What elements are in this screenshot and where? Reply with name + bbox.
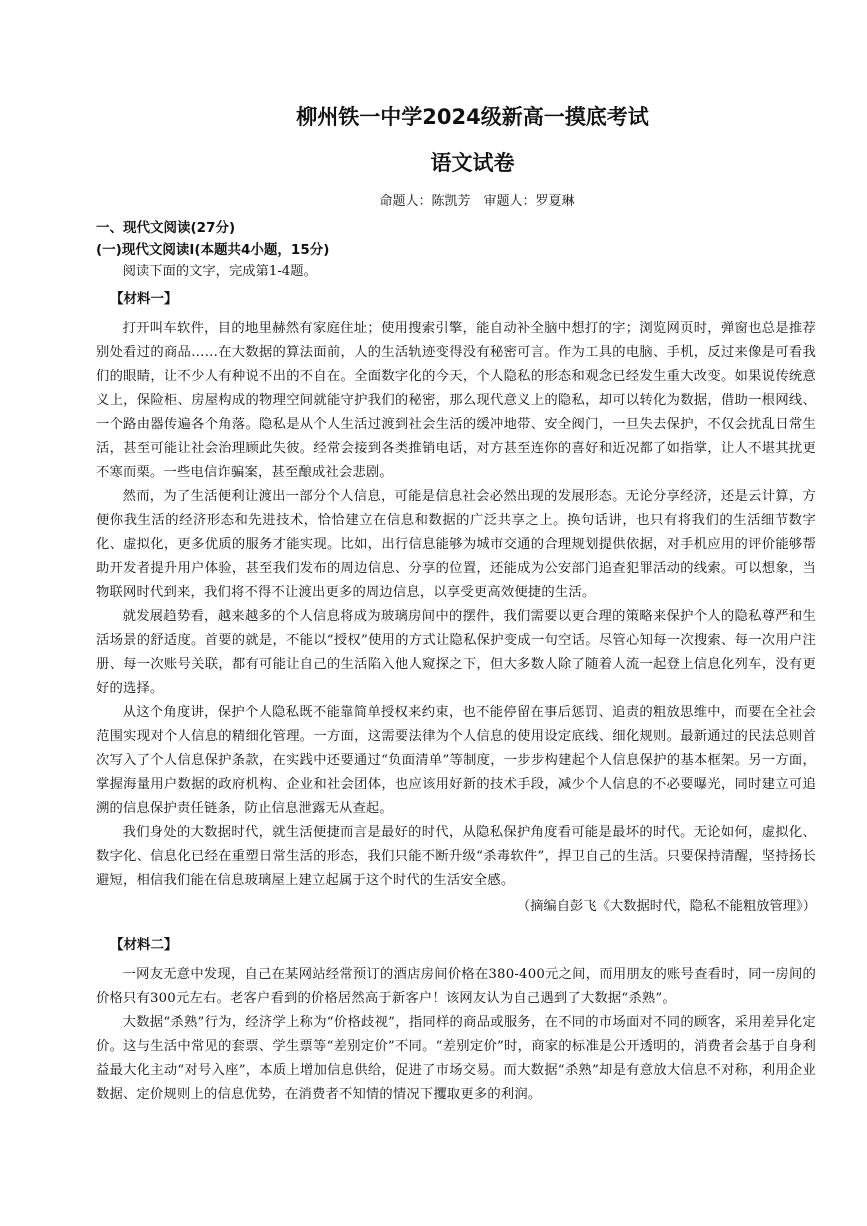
exam-authors: 命题人：陈凯芳 审题人：罗夏琳 [379,194,575,209]
section-subheading: (一)现代文阅读Ⅰ(本题共4小题，15分) [96,242,330,258]
material-two-paragraph: 一网友无意中发现，自己在某网站经常预订的酒店房间价格在380-400元之间，而用朋友的账号查看时，同一房间的价格只有300元左右。老客户看到的价格居然高于新客户！该网友认为自己遇到了大数据“杀熟”。 [96,967,816,1006]
material-one-paragraph: 从这个角度讲，保护个人隐私既不能靠简单授权来约束，也不能停留在事后惩罚、追责的粗放思维中，而要在全社会范围实现对个人信息的精细化管理。一方面，这需要法律为个人信息的使用设定底线、细化规则。最新通过的民法总则首次写入了个人信息保护条款，在实践中还要通过“负面清单”等制度，一步步构建起个人信息保护的基本框架。另一方面，掌握海量用户数据的政府机构、企业和社会团体，也应该用好新的技术手段，减少个人信息的不必要曝光，同时建立可追溯的信息保护责任链条，防止信息泄露无从查起。 [96,705,816,816]
material-one-paragraph: 打开叫车软件，目的地里赫然有家庭住址；使用搜索引擎，能自动补全脑中想打的字；浏览网页时，弹窗也总是推荐别处看过的商品……在大数据的算法面前，人的生活轨迹变得没有秘密可言。作为工具的电脑、手机，反过来像是可看我们的眼睛，让不少人有种说不出的不自在。全面数字化的今天，个人隐私的形态和观念已经发生重大改变。如果说传统意义上，保险柜、房屋构成的物理空间就能守护我们的秘密，那么现代意义上的隐私，却可以转化为数据，借助一根网线、一个路由器传遍各个角落。隐私是从个人生活过渡到社会生活的缓冲地带、安全阀门，一旦失去保护，不仅会扰乱日常生活，甚至可能让社会治理顾此失彼。经常会接到各类推销电话，对方甚至连你的喜好和近况都了如指掌，让人不堪其扰更不寒而栗。一些电信诈骗案，甚至酿成社会悲剧。 [96,321,816,480]
exam-body [96,217,816,1107]
material-two-paragraph: 大数据“杀熟”行为，经济学上称为“价格歧视”，指同样的商品或服务，在不同的市场面对不同的顾客，采用差异化定价。这与生活中常见的套票、学生票等“差别定价”不同。“差别定价”时，商家的标准是公开透明的，消费者会基于自身利益最大化主动“对号入座”，本质上增加信息供给，促进了市场交易。而大数据“杀熟”却是有意放大信息不对称，利用企业数据、定价规则上的信息优势，在消费者不知情的情况下攫取更多的利润。 [96,1015,816,1102]
material-one-paragraph: 就发展趋势看，越来越多的个人信息将成为玻璃房间中的摆件，我们需要以更合理的策略来保护个人的隐私尊严和生活场景的舒适度。首要的就是，不能以“授权”使用的方式让隐私保护变成一句空话。尽管心知每一次搜索、每一次用户注册、每一次账号关联，都有可能让自己的生活陷入他人窥探之下，但大多数人除了随着人流一起登上信息化列车，没有更好的选择。 [96,609,816,696]
section-heading: 一、现代文阅读(27分) [96,220,236,236]
material-two-label: 【材料二】 [110,937,178,953]
exam-subtitle: 语文试卷 [430,151,515,175]
material-one-paragraph: 我们身处的大数据时代，就生活便捷而言是最好的时代，从隐私保护角度看可能是最坏的时代。无论如何，虚拟化、数字化、信息化已经在重塑日常生活的形态，我们只能不断升级“杀毒软件”，捍卫自己的生活。只要保持清醒，坚持扬长避短，相信我们能在信息玻璃屋上建立起属于这个时代的生活安全感。 [96,825,816,888]
reading-instruction: 阅读下面的文字，完成第1-4题。 [122,264,317,279]
exam-title: 柳州铁一中学2024级新高一摸底考试 [296,105,649,129]
material-one-label: 【材料一】 [110,291,178,307]
material-one-paragraph: 然而，为了生活便利让渡出一部分个人信息，可能是信息社会必然出现的发展形态。无论分享经济，还是云计算，方便你我生活的经济形态和先进技术，恰恰建立在信息和数据的广泛共享之上。换句话讲，也只有将我们的生活细节数字化、虚拟化，更多优质的服务才能实现。比如，出行信息能够为城市交通的合理规划提供依据，对手机应用的评价能够帮助开发者提升用户体验，甚至我们发布的周边信息、分享的位置，还能成为公安部门追查犯罪活动的线索。可以想象，当物联网时代到来，我们将不得不让渡出更多的周边信息，以享受更高效便捷的生活。 [96,489,816,600]
material-one-source: （摘编自彭飞《大数据时代，隐私不能粗放管理》） [516,899,816,914]
